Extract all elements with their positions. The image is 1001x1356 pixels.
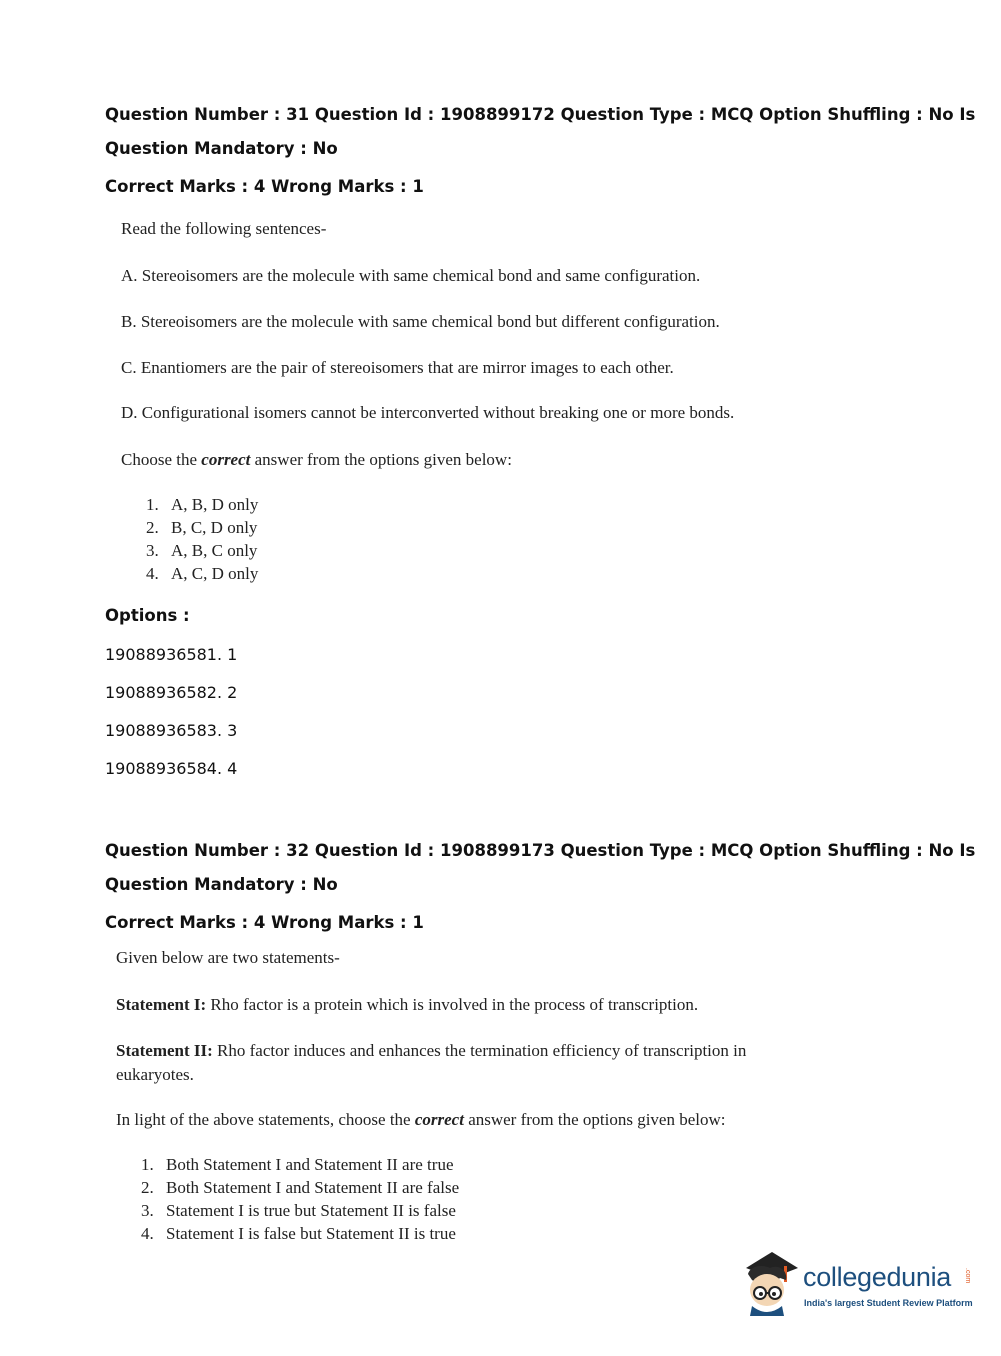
q31-marks: Correct Marks : 4 Wrong Marks : 1 xyxy=(105,177,424,196)
q31-choice-4: 4. A, C, D only xyxy=(146,564,259,583)
q31-header-line1: Question Number : 31 Question Id : 1908899172 Question Type : MCQ Option Shuffling : No Is xyxy=(105,105,976,124)
q32-statement-1: Statement I: Rho factor is a protein which is involved in the process of transcription. xyxy=(116,995,699,1014)
mascot-icon xyxy=(740,1248,802,1320)
logo-suffix: .com xyxy=(964,1268,971,1284)
q32-choice-2: 2. Both Statement I and Statement II are false xyxy=(141,1178,460,1197)
q31-option-2: 19088936582. 2 xyxy=(105,683,238,702)
q31-choice-1: 1. A, B, D only xyxy=(146,495,259,514)
logo-tagline: India's largest Student Review Platform xyxy=(804,1298,973,1308)
q32-choice-3: 3. Statement I is true but Statement II is false xyxy=(141,1201,456,1220)
q31-intro: Read the following sentences- xyxy=(121,219,327,238)
q31-option-3: 19088936583. 3 xyxy=(105,721,238,740)
q32-header-line1: Question Number : 32 Question Id : 1908899173 Question Type : MCQ Option Shuffling : No Is xyxy=(105,841,976,860)
q31-option-4: 19088936584. 4 xyxy=(105,759,238,778)
q31-choice-3: 3. A, B, C only xyxy=(146,541,258,560)
q32-marks: Correct Marks : 4 Wrong Marks : 1 xyxy=(105,913,424,932)
collegedunia-logo xyxy=(740,1248,973,1320)
q32-choice-4: 4. Statement I is false but Statement II is true xyxy=(141,1224,456,1243)
q32-statement-2-cont: eukaryotes. xyxy=(116,1065,194,1084)
q31-choice-2: 2. B, C, D only xyxy=(146,518,258,537)
q31-option-1: 19088936581. 1 xyxy=(105,645,238,664)
q31-choose-text: Choose the correct answer from the options given below: xyxy=(121,450,512,469)
q31-header-line2: Question Mandatory : No xyxy=(105,139,338,158)
q31-sentence-d: D. Configurational isomers cannot be interconverted without breaking one or more bonds. xyxy=(121,403,735,422)
q31-sentence-c: C. Enantiomers are the pair of stereoisomers that are mirror images to each other. xyxy=(121,358,674,377)
q31-sentence-a: A. Stereoisomers are the molecule with same chemical bond and same configuration. xyxy=(121,266,701,285)
q31-correct-emphasis: correct xyxy=(201,450,251,469)
q32-choose-text: In light of the above statements, choose the correct answer from the options given below: xyxy=(116,1110,726,1129)
q32-correct-emphasis: correct xyxy=(414,1110,464,1129)
q31-sentence-b: B. Stereoisomers are the molecule with same chemical bond but different configuration. xyxy=(121,312,720,331)
q32-statement-2: Statement II: Rho factor induces and enhances the termination efficiency of transcription in xyxy=(116,1041,747,1060)
q31-options-label: Options : xyxy=(105,606,190,625)
logo-wordmark: collegedunia xyxy=(803,1262,952,1292)
q32-header-line2: Question Mandatory : No xyxy=(105,875,338,894)
q32-intro: Given below are two statements- xyxy=(116,948,340,967)
q32-choice-1: 1. Both Statement I and Statement II are true xyxy=(141,1155,454,1174)
